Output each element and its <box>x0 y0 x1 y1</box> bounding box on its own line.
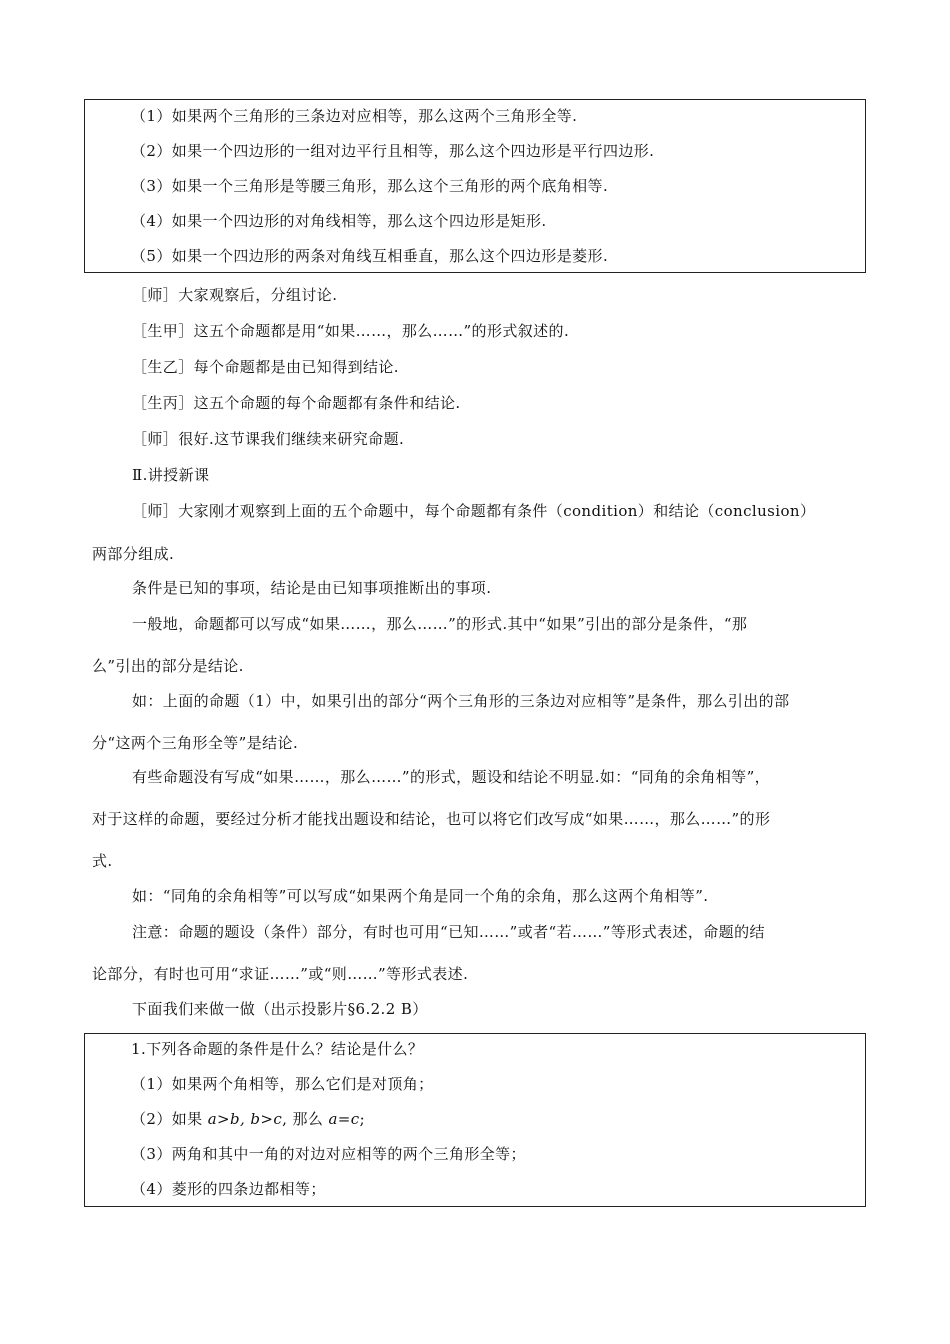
paragraph-5-line-3: 式. <box>92 852 113 870</box>
paragraph-5-line-1: 有些命题没有写成“如果……，那么……”的形式，题设和结论不明显.如：“同角的余角相等”， <box>132 768 771 786</box>
exercise-item-2-prefix: （2）如果 <box>131 1110 208 1128</box>
exercise-item-1: （1）如果两个角相等，那么它们是对顶角； <box>131 1075 434 1093</box>
exercise-item-2-math-2: a=c <box>328 1110 360 1128</box>
exercise-item-2 <box>131 1109 365 1129</box>
exercise-item-2-math-1: a>b, b>c <box>207 1110 283 1128</box>
exercise-item-2-mid: , 那么 <box>282 1110 329 1128</box>
paragraph-8: 下面我们来做一做（出示投影片§6.2.2 B） <box>132 1000 428 1018</box>
paragraph-6: 如：“同角的余角相等”可以写成“如果两个角是同一个角的余角，那么这两个角相等”. <box>132 887 709 905</box>
paragraph-1-line-1: ［师］大家刚才观察到上面的五个命题中，每个命题都有条件（condition）和结论（conclusion） <box>132 502 816 520</box>
dialogue-teacher-2: ［师］很好.这节课我们继续来研究命题. <box>132 430 405 448</box>
proposition-5: （5）如果一个四边形的两条对角线互相垂直，那么这个四边形是菱形. <box>131 247 609 265</box>
paragraph-4-line-2: 分“这两个三角形全等”是结论. <box>92 734 299 752</box>
paragraph-3-line-2: 么”引出的部分是结论. <box>92 657 244 675</box>
dialogue-student-c: ［生丙］这五个命题的每个命题都有条件和结论. <box>132 394 461 412</box>
dialogue-teacher-1: ［师］大家观察后，分组讨论. <box>132 286 338 304</box>
propositions-box <box>84 99 866 273</box>
paragraph-7-line-2: 论部分，有时也可用“求证……”或“则……”等形式表述. <box>92 965 469 983</box>
exercise-item-4: （4）菱形的四条边都相等； <box>131 1180 326 1198</box>
paragraph-3-line-1: 一般地，命题都可以写成“如果……，那么……”的形式.其中“如果”引出的部分是条件，“那 <box>132 615 748 633</box>
exercise-item-3: （3）两角和其中一角的对边对应相等的两个三角形全等； <box>131 1145 526 1163</box>
paragraph-1-line-2: 两部分组成. <box>92 545 175 563</box>
paragraph-7-line-1: 注意：命题的题设（条件）部分，有时也可用“已知……”或者“若……”等形式表述，命题的结 <box>132 923 765 941</box>
exercise-box <box>84 1033 866 1207</box>
exercise-title: 1.下列各命题的条件是什么？结论是什么？ <box>131 1040 424 1058</box>
paragraph-5-line-2: 对于这样的命题，要经过分析才能找出题设和结论，也可以将它们改写成“如果……，那么……”的形 <box>92 810 771 828</box>
dialogue-student-b: ［生乙］每个命题都是由已知得到结论. <box>132 358 399 376</box>
exercise-item-2-suffix: ; <box>359 1110 366 1128</box>
proposition-2: （2）如果一个四边形的一组对边平行且相等，那么这个四边形是平行四边形. <box>131 142 655 160</box>
paragraph-2: 条件是已知的事项，结论是由已知事项推断出的事项. <box>132 579 492 597</box>
dialogue-student-a: ［生甲］这五个命题都是用“如果……，那么……”的形式叙述的. <box>132 322 570 340</box>
paragraph-4-line-1: 如：上面的命题（1）中，如果引出的部分“两个三角形的三条边对应相等”是条件，那么引出的部 <box>132 692 790 710</box>
proposition-1: （1）如果两个三角形的三条边对应相等，那么这两个三角形全等. <box>131 107 578 125</box>
proposition-4: （4）如果一个四边形的对角线相等，那么这个四边形是矩形. <box>131 212 547 230</box>
proposition-3: （3）如果一个三角形是等腰三角形，那么这个三角形的两个底角相等. <box>131 177 609 195</box>
section-heading: Ⅱ.讲授新课 <box>132 466 210 484</box>
